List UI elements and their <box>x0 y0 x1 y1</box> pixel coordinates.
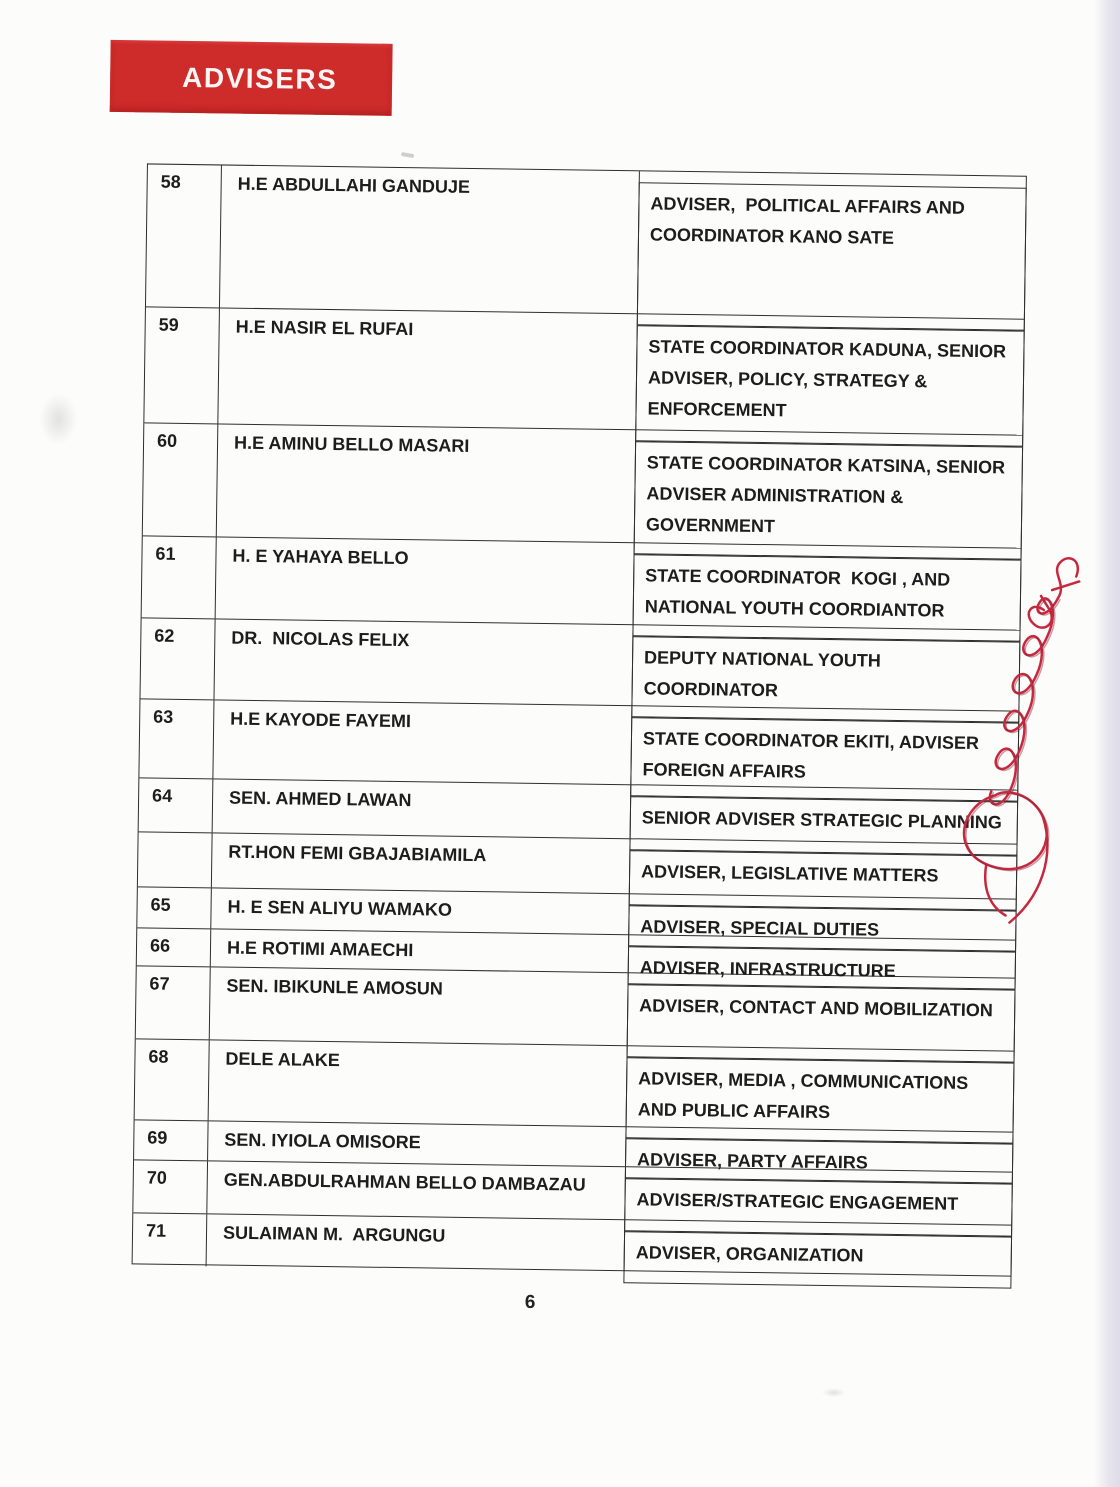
row-number: 70 <box>133 1160 208 1213</box>
table-row <box>143 423 1022 548</box>
role-cell: ADVISER, POLITICAL AFFAIRS AND COORDINATOR KANO SATE <box>637 182 1027 330</box>
table-row <box>139 699 1018 790</box>
scan-mark-dash <box>401 152 414 158</box>
role-cell: ADVISER, MEDIA , COMMUNICATIONS AND PUBLIC AFFAIRS <box>625 1057 1014 1143</box>
role-cell: STATE COORDINATOR EKITI, ADVISER FOREIGN AFFAIRS <box>630 717 1019 801</box>
table-row <box>133 1213 1012 1277</box>
row-number <box>138 832 213 887</box>
row-number: 71 <box>133 1213 208 1266</box>
adviser-name: RT.HON FEMI GBAJABIAMILA <box>212 833 631 893</box>
row-number: 58 <box>146 164 222 307</box>
row-number: 61 <box>142 536 217 618</box>
table-row <box>144 307 1024 435</box>
row-number: 59 <box>144 307 220 423</box>
scan-smudge-bottom <box>822 1388 846 1397</box>
adviser-name: DELE ALAKE <box>209 1040 628 1126</box>
role-cell: ADVISER, SPECIAL DUTIES <box>628 905 1017 951</box>
role-cell: ADVISER, INFRASTRUCTURE <box>628 946 1016 989</box>
role-cell: ADVISER/STRATEGIC ENGAGEMENT <box>624 1178 1013 1236</box>
advisers-table <box>132 163 1027 1276</box>
adviser-name: SEN. IBIKUNLE AMOSUN <box>210 967 629 1045</box>
adviser-name: GEN.ABDULRAHMAN BELLO DAMBAZAU <box>207 1161 626 1219</box>
role-cell: ADVISER, CONTACT AND MOBILIZATION <box>627 984 1016 1062</box>
role-cell: STATE COORDINATOR KADUNA, SENIOR ADVISER, POLICY, STRATEGY & ENFORCEMENT <box>635 325 1025 446</box>
adviser-name: H.E KAYODE FAYEMI <box>213 700 632 784</box>
row-number: 62 <box>140 618 215 699</box>
role-cell: STATE COORDINATOR KATSINA, SENIOR ADVISER ADMINISTRATION & GOVERNMENT <box>634 441 1024 559</box>
row-number: 65 <box>137 887 212 928</box>
page-number: 6 <box>524 1291 536 1313</box>
table-row <box>142 536 1021 630</box>
advisers-section-banner <box>110 40 393 116</box>
role-cell: SENIOR ADVISER STRATEGIC PLANNING <box>629 796 1018 855</box>
row-number: 68 <box>135 1039 210 1120</box>
adviser-name: H.E ABDULLAHI GANDUJE <box>220 165 640 313</box>
adviser-name: DR. NICOLAS FELIX <box>214 619 633 705</box>
table-row <box>140 618 1019 711</box>
row-number: 63 <box>139 699 214 778</box>
adviser-name: SEN. IYIOLA OMISORE <box>208 1121 627 1166</box>
adviser-name: H.E NASIR EL RUFAI <box>218 308 638 429</box>
adviser-name: SEN. AHMED LAWAN <box>213 779 632 838</box>
signature-scribble-icon <box>943 545 1088 932</box>
row-number: 64 <box>139 778 214 832</box>
adviser-name: H. E YAHAYA BELLO <box>216 537 635 624</box>
adviser-name: H.E AMINU BELLO MASARI <box>217 424 637 542</box>
adviser-name: SULAIMAN M. ARGUNGU <box>207 1214 626 1272</box>
role-cell: DEPUTY NATIONAL YOUTH COORDINATOR <box>631 636 1020 722</box>
scan-smudge-left <box>39 393 78 446</box>
row-number: 66 <box>137 928 212 966</box>
row-number: 60 <box>143 423 219 536</box>
role-cell: STATE COORDINATOR KOGI , AND NATIONAL YOUTH COORDIANTOR <box>632 554 1021 641</box>
role-cell: ADVISER, ORGANIZATION <box>623 1231 1012 1288</box>
section-title: ADVISERS <box>181 61 338 96</box>
table-row <box>135 1039 1014 1132</box>
table-row <box>136 966 1015 1051</box>
row-number: 69 <box>134 1120 209 1160</box>
row-number: 67 <box>136 966 211 1039</box>
handwritten-signature <box>943 545 1088 932</box>
role-cell: ADVISER, PARTY AFFAIRS <box>625 1138 1014 1183</box>
role-cell: ADVISER, LEGISLATIVE MATTERS <box>629 850 1018 910</box>
adviser-name: H.E ROTIMI AMAECHI <box>211 929 629 972</box>
adviser-name: H. E SEN ALIYU WAMAKO <box>211 888 630 934</box>
table-row <box>146 164 1026 319</box>
